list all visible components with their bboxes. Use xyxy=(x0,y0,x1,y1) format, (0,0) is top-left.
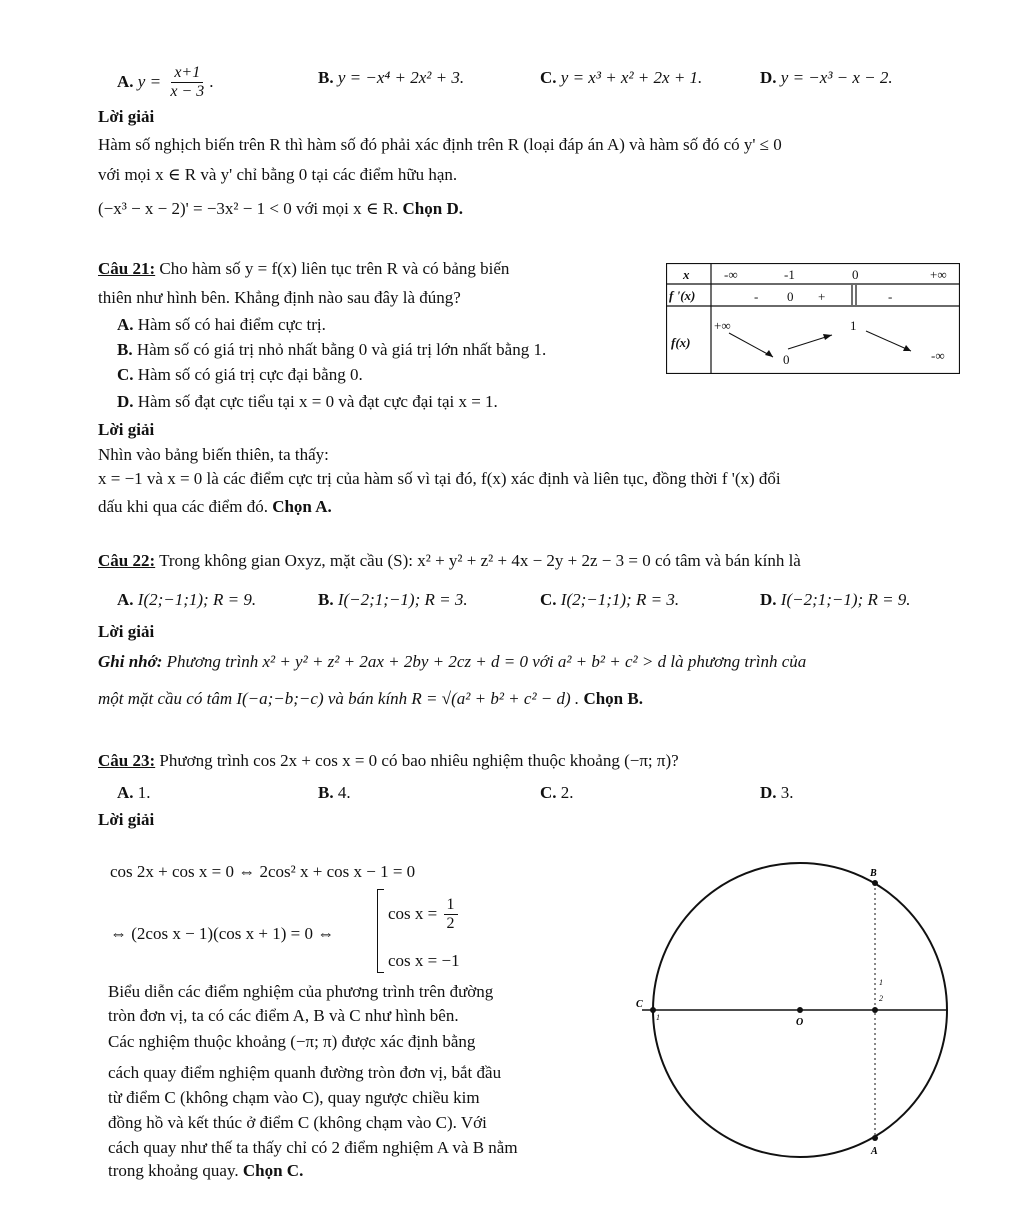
option-letter: D. xyxy=(117,392,134,411)
option-text: Hàm số có hai điểm cực trị. xyxy=(137,315,326,334)
option-letter: A. xyxy=(117,315,134,334)
q21-option-d xyxy=(117,393,498,410)
fraction xyxy=(167,64,207,102)
q21-option-c xyxy=(117,366,363,383)
option-letter: B. xyxy=(117,340,133,359)
option-text: y = −x⁴ + 2x² + 3. xyxy=(337,68,465,87)
center-point xyxy=(797,1007,803,1013)
q23-paragraph-line: cách quay điểm nghiệm quanh đường tròn đơn vị, bắt đầu xyxy=(108,1063,502,1082)
q20-option-c xyxy=(540,69,702,86)
option-letter: A. xyxy=(117,71,134,91)
q23-option-a xyxy=(117,784,151,801)
q21-solution-line: Nhìn vào bảng biến thiên, ta thấy: xyxy=(98,445,329,464)
option-letter: B. xyxy=(318,590,334,609)
q23-option-d xyxy=(760,784,794,801)
option-pre: y = xyxy=(137,71,162,91)
q21-stem-cont: thiên như hình bên. Khẳng định nào sau đây là đúng? xyxy=(98,288,461,307)
option-letter: A. xyxy=(117,590,134,609)
point-half xyxy=(872,1007,878,1013)
q20-solution-line: với mọi x ∈ R và y' chỉ bằng 0 tại các điểm hữu hạn. xyxy=(98,165,458,184)
option-text: I(−2;1;−1); R = 3. xyxy=(337,590,468,609)
q21-solution-line: x = −1 và x = 0 là các điểm cực trị của hàm số vì tại đó, f(x) xác định và liên tục, đồng thời f '(x) đổi xyxy=(98,469,781,488)
case-cos-half xyxy=(388,896,460,934)
note-text: một mặt cầu có tâm I(−a;−b;−c) và bán kính R = √(a² + b² + c² − d) . xyxy=(98,689,580,708)
denominator: x − 3 xyxy=(170,83,205,101)
option-text: I(2;−1;1); R = 9. xyxy=(137,590,257,609)
q22-option-b xyxy=(318,591,468,608)
option-letter: A. xyxy=(117,783,134,802)
derivative-expression: (−x³ − x − 2)' = −3x² − 1 < 0 với mọi x ∈ R. xyxy=(98,199,399,218)
case-text: cos x = xyxy=(388,903,438,923)
x-minus-one: -1 xyxy=(784,267,795,282)
f-max: 1 xyxy=(850,318,857,333)
q20-solution-heading: Lời giải xyxy=(98,107,155,126)
q23-option-c xyxy=(540,784,574,801)
question-text: Cho hàm số y = f(x) liên tục trên R và có bảng biến xyxy=(159,259,510,278)
option-letter: C. xyxy=(540,783,557,802)
fraction xyxy=(444,896,458,934)
denominator: 2 xyxy=(446,915,455,933)
case-cos-minus-one: cos x = −1 xyxy=(388,951,460,970)
option-letter: D. xyxy=(760,68,777,87)
answer-choice: Chọn B. xyxy=(583,689,643,708)
x-neg-infinity: -∞ xyxy=(724,267,738,282)
f-end: -∞ xyxy=(931,348,945,363)
label-half-num: 1 xyxy=(879,978,883,987)
label-minus-one: 1 xyxy=(656,1013,660,1022)
sign-negative: - xyxy=(754,289,759,304)
q23-solution-heading: Lời giải xyxy=(98,810,155,829)
q23-stem xyxy=(98,752,679,769)
option-text: 2. xyxy=(560,783,574,802)
question-text: Phương trình cos 2x + cos x = 0 có bao nhiêu nghiệm thuộc khoảng (−π; π)? xyxy=(159,751,679,770)
fprime-label: f '(x) xyxy=(669,288,696,303)
answer-choice: Chọn C. xyxy=(242,1161,304,1180)
q22-option-c xyxy=(540,591,679,608)
option-text: 1. xyxy=(137,783,151,802)
q23-paragraph-line xyxy=(108,1162,303,1179)
label-o: O xyxy=(796,1017,804,1028)
q21-option-a xyxy=(117,316,326,333)
unit-circle-diagram xyxy=(620,858,960,1168)
note-label: Ghi nhớ: xyxy=(98,652,163,671)
label-c: C xyxy=(636,999,643,1010)
label-half-den: 2 xyxy=(879,994,883,1003)
paragraph-text: trong khoảng quay. xyxy=(108,1161,239,1180)
q21-solution-heading: Lời giải xyxy=(98,420,155,439)
option-text: Hàm số đạt cực tiểu tại x = 0 và đạt cực đại tại x = 1. xyxy=(137,392,498,411)
q21-stem xyxy=(98,260,509,277)
note-text: Phương trình x² + y² + z² + 2ax + 2by + 2cz + d = 0 với a² + b² + c² > d là phương trình của xyxy=(166,652,807,671)
f-min: 0 xyxy=(783,352,790,367)
sign-positive: + xyxy=(818,289,826,304)
option-text: 4. xyxy=(337,783,351,802)
q23-paragraph-line: Các nghiệm thuộc khoảng (−π; π) được xác định bằng xyxy=(108,1032,476,1051)
q21-solution-line xyxy=(98,498,332,515)
option-text: Hàm số có giá trị cực đại bằng 0. xyxy=(137,365,363,384)
x-pos-infinity: +∞ xyxy=(930,267,947,282)
table-grid xyxy=(666,263,960,374)
q20-option-a xyxy=(117,64,213,102)
q23-paragraph-line: từ điểm C (không chạm vào C), quay ngược chiều kim xyxy=(108,1088,480,1107)
f-start: +∞ xyxy=(714,318,731,333)
x-label: x xyxy=(683,267,690,282)
question-label: Câu 23: xyxy=(98,751,156,770)
variation-table xyxy=(666,263,960,374)
q22-option-d xyxy=(760,591,911,608)
option-text: 3. xyxy=(780,783,794,802)
solution-text: dấu khi qua các điểm đó. xyxy=(98,497,268,516)
q23-equation: cos 2x + cos x = 0 ⇔ 2cos² x + cos x − 1 = 0 xyxy=(110,862,416,881)
f-label: f(x) xyxy=(671,335,691,350)
numerator: 1 xyxy=(444,896,458,915)
option-letter: B. xyxy=(318,783,334,802)
q23-option-b xyxy=(318,784,351,801)
question-label: Câu 22: xyxy=(98,551,156,570)
case-brace xyxy=(377,889,384,973)
option-letter: B. xyxy=(318,68,334,87)
q23-paragraph-line: đồng hồ và kết thúc ở điểm C (không chạm vào C). Với xyxy=(108,1113,487,1132)
q22-note-line xyxy=(98,690,643,707)
q22-option-a xyxy=(117,591,256,608)
question-text: Trong không gian Oxyz, mặt cầu (S): x² + y² + z² + 4x − 2y + 2z − 3 = 0 có tâm và bán kính là xyxy=(159,551,801,570)
point-b xyxy=(872,880,878,886)
q20-option-b xyxy=(318,69,464,86)
answer-choice: Chọn A. xyxy=(272,497,332,516)
q22-note-line xyxy=(98,653,806,670)
q23-paragraph-line: cách quay như thế ta thấy chỉ có 2 điểm nghiệm A và B nằm xyxy=(108,1138,518,1157)
q20-solution-line xyxy=(98,200,463,217)
sign-zero: 0 xyxy=(787,289,794,304)
q23-paragraph-line: Biểu diễn các điểm nghiệm của phương trình trên đường xyxy=(108,982,494,1001)
option-letter: D. xyxy=(760,590,777,609)
q21-option-b xyxy=(117,341,546,358)
sign-negative: - xyxy=(888,289,893,304)
option-text: y = −x³ − x − 2. xyxy=(780,68,893,87)
q22-stem xyxy=(98,552,801,569)
x-zero: 0 xyxy=(852,267,859,282)
option-text: y = x³ + x² + 2x + 1. xyxy=(560,68,703,87)
option-text: I(2;−1;1); R = 3. xyxy=(560,590,680,609)
q23-paragraph-line: tròn đơn vị, ta có các điểm A, B và C như hình bên. xyxy=(108,1006,459,1025)
option-letter: C. xyxy=(117,365,134,384)
option-letter: D. xyxy=(760,783,777,802)
numerator: x+1 xyxy=(171,64,203,83)
option-post: . xyxy=(209,71,214,91)
question-label: Câu 21: xyxy=(98,259,156,278)
option-letter: C. xyxy=(540,68,557,87)
q23-equation: ⇔ (2cos x − 1)(cos x + 1) = 0 ⇔ xyxy=(110,924,335,943)
q20-option-d xyxy=(760,69,893,86)
point-a xyxy=(872,1135,878,1141)
q20-solution-line: Hàm số nghịch biến trên R thì hàm số đó phải xác định trên R (loại đáp án A) và hàm số đó có y' ≤ 0 xyxy=(98,135,782,154)
q22-solution-heading: Lời giải xyxy=(98,622,155,641)
label-a: A xyxy=(871,1146,878,1157)
answer-choice: Chọn D. xyxy=(402,199,463,218)
option-letter: C. xyxy=(540,590,557,609)
option-text: Hàm số có giá trị nhỏ nhất bằng 0 và giá trị lớn nhất bằng 1. xyxy=(136,340,547,359)
label-b: B xyxy=(870,868,877,879)
option-text: I(−2;1;−1); R = 9. xyxy=(780,590,911,609)
